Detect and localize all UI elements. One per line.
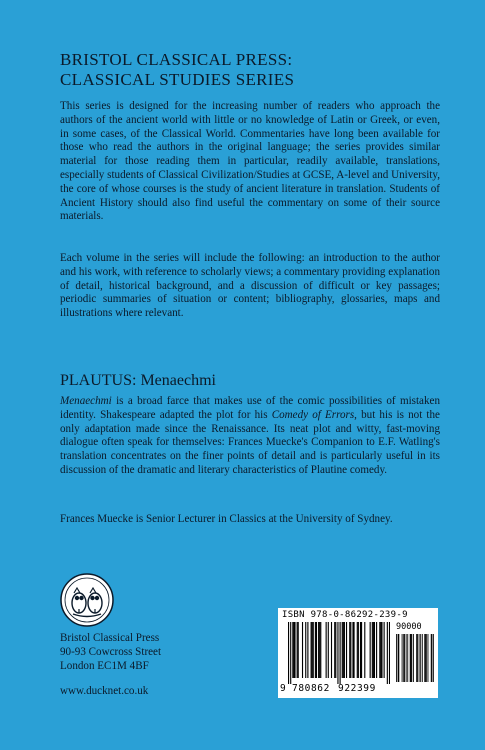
- publisher-address-line-1: 90-93 Cowcross Street: [60, 645, 162, 658]
- publisher-address-line-2: London EC1M 4BF: [60, 659, 149, 672]
- barcode-bar: [343, 622, 344, 678]
- barcode-bar: [374, 622, 375, 678]
- price-barcode-bar: [433, 634, 434, 682]
- barcode-bar: [294, 622, 295, 678]
- barcode-bar: [312, 622, 313, 678]
- price-barcode-bar: [432, 634, 433, 682]
- book-description-text-1: is a broad farce that makes use of the comic possibilities of mistaken identity. Shakespeare adapted the plot for his: [60, 395, 440, 421]
- publisher-name: Bristol Classical Press: [60, 632, 160, 644]
- price-barcode-bar: [413, 634, 414, 682]
- barcode-bar: [290, 622, 291, 684]
- barcode-bar: [384, 622, 385, 678]
- ean-right-group: 922399: [338, 683, 376, 694]
- barcode-bar: [380, 622, 381, 678]
- price-barcode-bar: [431, 634, 432, 682]
- barcode-bar: [307, 622, 308, 678]
- price-barcode-bar: [416, 634, 417, 682]
- barcode-bar: [381, 622, 382, 678]
- price-barcode-bar: [425, 634, 426, 682]
- barcode-bar: [320, 622, 321, 678]
- barcode-bar: [352, 622, 353, 678]
- barcode-bar: [305, 622, 306, 678]
- barcode-bar: [297, 622, 298, 678]
- barcode-bar: [344, 622, 345, 678]
- price-barcode-bar: [402, 634, 403, 682]
- barcode-bar: [316, 622, 317, 678]
- barcode-bar: [350, 622, 351, 678]
- barcode-bar: [334, 622, 335, 678]
- ean-first-digit: 9: [280, 683, 287, 694]
- price-barcode-bar: [420, 634, 421, 682]
- barcode-bar: [376, 622, 377, 678]
- barcode-bar: [340, 622, 341, 684]
- price-barcode-bar: [422, 634, 423, 682]
- barcode-bars: [288, 622, 390, 684]
- price-barcode-bar: [403, 634, 404, 682]
- book-description-text-2: , but his is not the only adaptation made since the Renaissance. Its neat plot and witty, fast-moving dialogue often speak for themselves: Frances Muecke's Companion to E.F. Watling's translation concentrates on the finer points of detail and is particularly useful in its discussion of the dramatic and literary characteristics of Plautine comedy.: [60, 408, 440, 476]
- publisher-website: www.ducknet.co.uk: [60, 685, 149, 697]
- series-title-line-1: BRISTOL CLASSICAL PRESS:: [60, 50, 293, 69]
- barcode-bar: [370, 622, 371, 678]
- barcode-bar: [364, 622, 365, 678]
- barcode-bar: [319, 622, 320, 678]
- barcode-bar: [293, 622, 294, 678]
- price-barcode-bar: [404, 634, 405, 682]
- barcode-bar: [353, 622, 354, 678]
- price-barcode-bar: [406, 634, 407, 682]
- barcode-bar: [361, 622, 362, 678]
- barcode-bar: [337, 622, 338, 684]
- price-barcode-bar: [411, 634, 412, 682]
- barcode-bar: [357, 622, 358, 678]
- price-barcode-bar: [417, 634, 418, 682]
- barcode-bar: [373, 622, 374, 678]
- barcode-bar: [346, 622, 347, 678]
- price-barcode-bar: [398, 634, 399, 682]
- isbn-label: ISBN 978-0-86292-239-9: [282, 610, 408, 620]
- price-barcode-bar: [410, 634, 411, 682]
- author-note: Frances Muecke is Senior Lecturer in Classics at the University of Sydney.: [60, 513, 393, 525]
- barcode-bar: [389, 622, 390, 684]
- barcode-bar: [387, 622, 388, 684]
- barcode-bar: [372, 622, 373, 678]
- barcode-bar: [313, 622, 314, 678]
- price-barcode-bar: [407, 634, 408, 682]
- price-barcode-bar: [411, 634, 412, 682]
- book-description: [60, 395, 440, 478]
- series-title-line-2: CLASSICAL STUDIES SERIES: [60, 70, 295, 89]
- price-barcode-bar: [396, 634, 397, 682]
- barcode-bar: [342, 622, 343, 678]
- series-title: [60, 50, 440, 90]
- barcode-bar: [360, 622, 361, 678]
- book-description-italic-play: Comedy of Errors: [271, 408, 355, 421]
- ean-left-group: 780862: [292, 683, 330, 694]
- price-barcode-bar: [419, 634, 420, 682]
- barcode-bar: [328, 622, 329, 678]
- publisher-address: [60, 632, 260, 673]
- barcode-bar: [318, 622, 319, 678]
- series-contents-description: Each volume in the series will include the following: an introduction to the author and his work, with reference to scholarly views; a commentary providing explanation of detail, historical background, and a discussion of difficult or key passages; periodic summaries of situation or content; bibliography, glossaries, maps and illustrations where relevant.: [60, 252, 440, 320]
- book-description-italic-title: Menaechmi: [60, 395, 112, 407]
- barcode-bar: [311, 622, 312, 678]
- barcode-bar: [349, 622, 350, 678]
- barcode-bar: [288, 622, 289, 684]
- barcode-bar: [302, 622, 303, 678]
- isbn-barcode: [278, 608, 438, 698]
- book-title: PLAUTUS: Menaechmi: [60, 372, 216, 389]
- price-barcode-bar: [426, 634, 427, 682]
- barcode-bar: [326, 622, 327, 678]
- barcode-bar: [292, 622, 293, 678]
- barcode-bar: [379, 622, 380, 678]
- owl-seal-icon: [60, 573, 114, 627]
- price-barcode-bar: [398, 634, 399, 682]
- barcode-bar: [358, 622, 359, 678]
- price-barcode-bar: [424, 634, 425, 682]
- barcode-bar: [298, 622, 299, 678]
- series-description: This series is designed for the increasing number of readers who approach the authors of the ancient world with little or no knowledge of Latin or Greek, or even, in some cases, of the Classical World. Commentaries have long been available for those who read the authors in the original language; the series provides similar material for those reading them in particular, readily available, translations, especially students of Classical Civilization/Studies at GCSE, A-level and University, the core of whose courses is the study of ancient literature in translation. Students of Ancient History should also find useful the commentary on some of their source materials.: [60, 100, 440, 223]
- barcode-bar: [335, 622, 336, 678]
- price-barcode-bar: [428, 634, 429, 682]
- price-barcode-bars: [396, 634, 434, 684]
- barcode-bar: [315, 622, 316, 678]
- price-code: 90000: [396, 622, 422, 632]
- barcode-bar: [331, 622, 332, 678]
